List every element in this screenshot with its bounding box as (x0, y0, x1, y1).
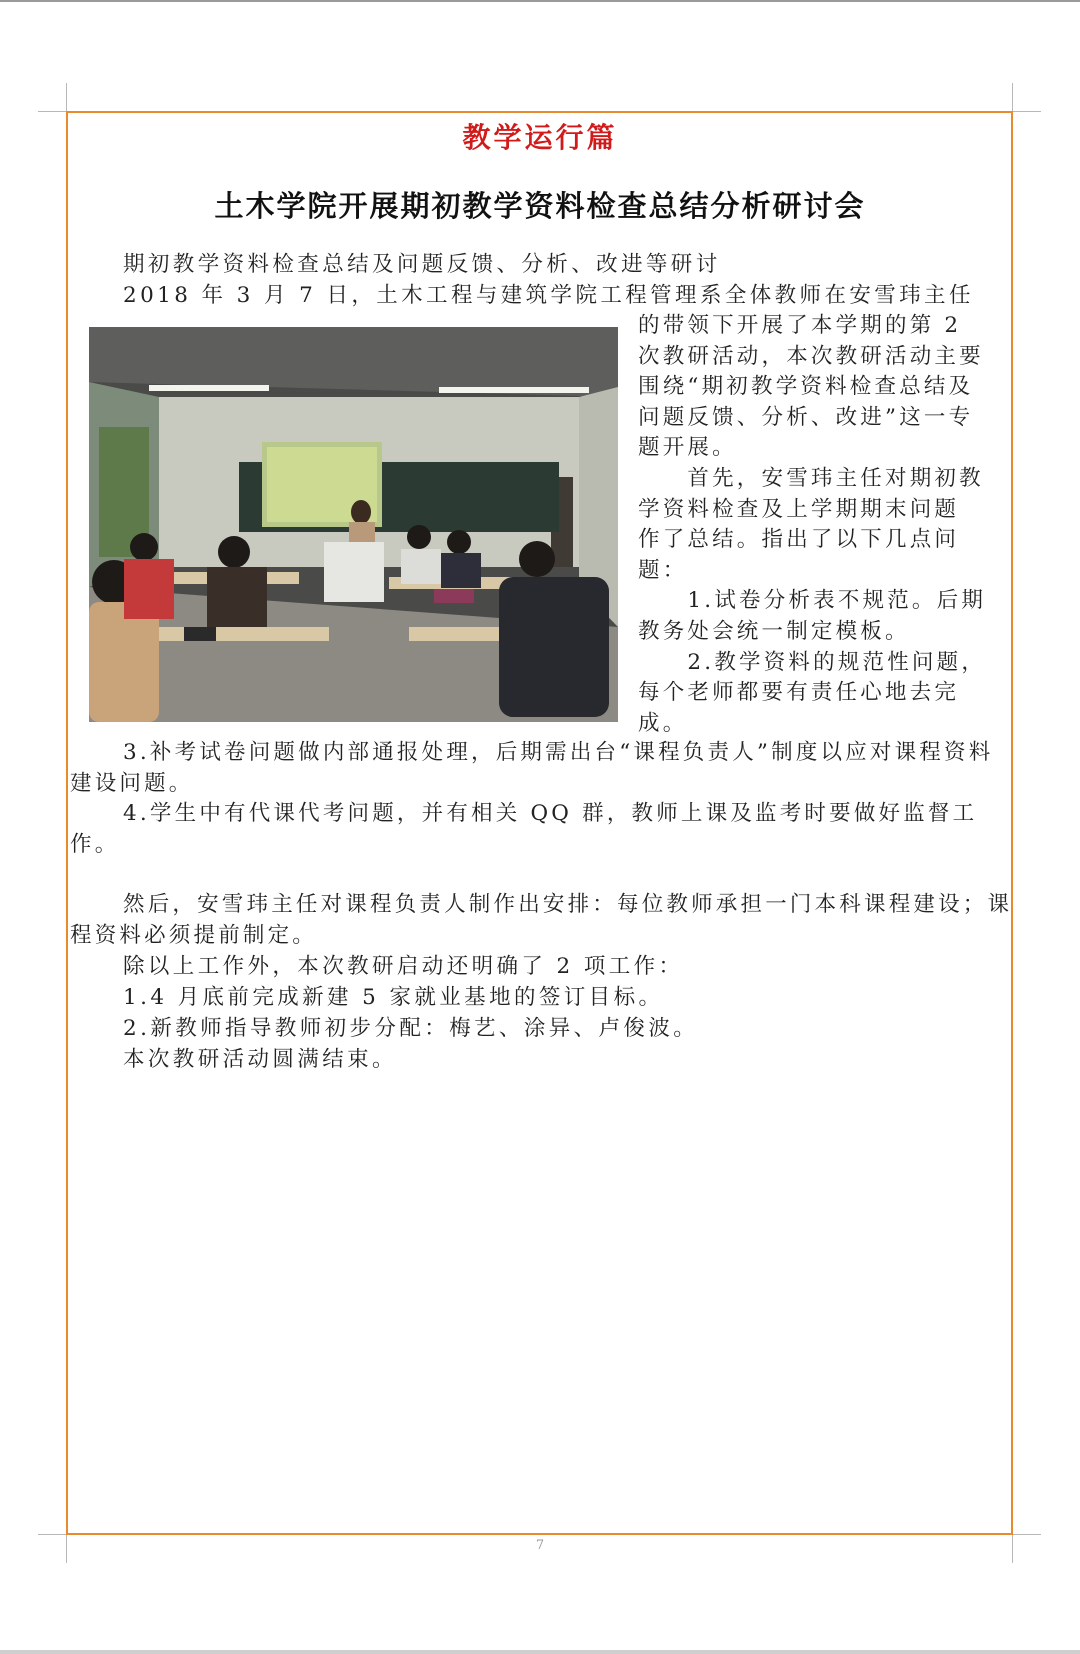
top-rule (0, 0, 1080, 2)
side-line: 题： (638, 557, 688, 583)
closing-line: 本次教研活动圆满结束。 (123, 1047, 397, 1072)
page-number: 7 (535, 1538, 545, 1553)
side-line: 问题反馈、分析、改进”这一专 (638, 404, 974, 430)
then-paragraph: 然后，安雪玮主任对课程负责人制作出安排：每位教师承担一门本科课程建设；课程资料必须提前制定。 (70, 892, 1013, 948)
side-line: 成。 (638, 710, 688, 736)
crop-mark (38, 1534, 66, 1535)
crop-mark (66, 83, 67, 111)
side-line: 次教研活动，本次教研活动主要 (638, 343, 984, 369)
side-line: 学资料检查及上学期期末问题 (638, 496, 960, 522)
crop-mark (1013, 1534, 1041, 1535)
side-text-block (638, 311, 1013, 739)
subtitle-line: 期初教学资料检查总结及问题反馈、分析、改进等研讨 (123, 252, 721, 277)
section-title: 教学运行篇 (462, 121, 618, 154)
side-line: 教务处会统一制定模板。 (638, 618, 910, 644)
besides-line: 除以上工作外，本次教研启动还明确了 2 项工作： (123, 954, 684, 979)
item-1: 1.4 月底前完成新建 5 家就业基地的签订目标。 (123, 985, 664, 1010)
article-title: 土木学院开展期初教学资料检查总结分析研讨会 (214, 189, 866, 223)
crop-mark (1012, 83, 1013, 111)
crop-mark (1013, 111, 1041, 112)
item-2: 2.新教师指导教师初步分配：梅艺、涂异、卢俊波。 (123, 1016, 699, 1041)
side-line: 的带领下开展了本学期的第 2 (638, 313, 962, 338)
point-4: 4.学生中有代课代考问题，并有相关 QQ 群，教师上课及监考时要做好监督工作。 (70, 801, 978, 857)
side-line: 题开展。 (638, 435, 737, 461)
side-line: 1.试卷分析表不规范。后期 (638, 588, 987, 614)
side-line: 首先，安雪玮主任对期初教 (638, 465, 984, 491)
side-line: 作了总结。指出了以下几点问 (638, 527, 960, 553)
point-3: 3.补考试卷问题做内部通报处理，后期需出台“课程负责人”制度以应对课程资料建设问题。 (70, 740, 994, 796)
classroom-photo (89, 327, 618, 722)
side-line: 2.教学资料的规范性问题， (638, 649, 987, 675)
bottom-rule (0, 1650, 1080, 1654)
crop-mark (38, 111, 66, 112)
intro-line: 2018 年 3 月 7 日，土木工程与建筑学院工程管理系全体教师在安雪玮主任 (123, 283, 974, 308)
side-line: 每个老师都要有责任心地去完 (638, 680, 960, 706)
side-line: 围绕“期初教学资料检查总结及 (638, 374, 974, 400)
